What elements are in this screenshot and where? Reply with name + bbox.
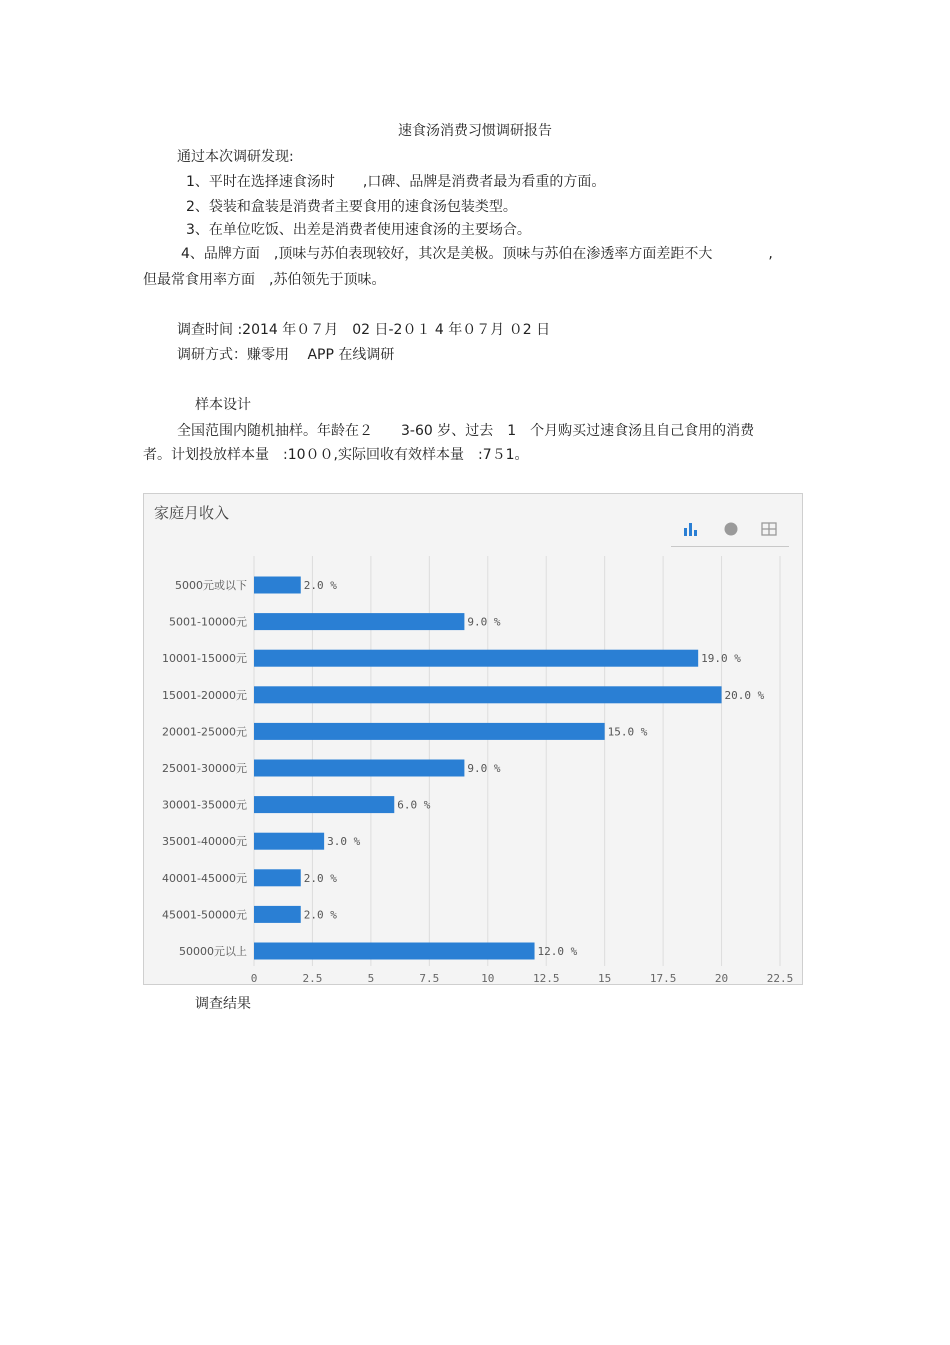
x-tick-label: 15 [598,972,612,984]
x-tick-label: 2.5 [302,972,323,984]
x-tick-label: 12.5 [532,972,560,984]
x-tick-label: 17.5 [649,972,677,984]
value-label: 2.0 % [303,579,337,592]
intro-text: 通过本次调研发现: [177,149,294,165]
x-tick-label: 0 [250,972,258,984]
x-tick-label: 10 [481,972,495,984]
income-chart [143,493,803,985]
finding-1: 1、平时在选择速食汤时 ,口碑、品牌是消费者最为看重的方面。 [186,174,606,190]
category-label: 5000元或以下 [175,579,247,592]
bar [254,723,605,740]
category-label: 30001-35000元 [162,798,247,812]
finding-3: 3、在单位吃饭、出差是消费者使用速食汤的主要场合。 [186,222,531,238]
sample-line-1: 全国范围内随机抽样。年龄在２ 3-60 岁、过去 1 个月购买过速食汤且自己食用的消费 [177,423,755,439]
value-label: 12.0 % [537,945,578,958]
value-label: 20.0 % [724,688,765,702]
finding-4-line1: 4、品牌方面 ,顶味与苏伯表现较好，其次是美极。顶味与苏伯在渗透率方面差距不大 , [181,246,773,262]
survey-time: 调查时间 :2014 年０７月 02 日-2０１ 4 年０７月 ０2 日 [177,322,551,338]
category-label: 10001-15000元 [162,652,247,666]
bar [254,760,464,777]
value-label: 2.0 % [303,908,337,922]
sample-line-2: 者。计划投放样本量 :10００,实际回收有效样本量 :7５1。 [143,447,529,463]
value-label: 3.0 % [327,835,361,849]
bar [254,686,722,703]
value-label: 9.0 % [467,615,501,629]
bar [254,650,698,667]
category-label: 45001-50000元 [162,908,247,922]
bar [254,796,394,813]
bar [254,906,301,923]
value-label: 15.0 % [607,725,648,739]
category-label: 5001-10000元 [169,615,247,629]
finding-4-line2: 但最常食用率方面 ,苏伯领先于顶味。 [143,272,386,288]
category-label: 20001-25000元 [162,725,247,739]
x-tick-label: 20 [714,972,729,984]
report-title: 速食汤消费习惯调研报告 [398,123,552,139]
result-heading: 调查结果 [195,996,251,1012]
category-label: 15001-20000元 [162,688,247,702]
sample-heading: 样本设计 [195,397,251,413]
value-label: 2.0 % [303,871,337,885]
bar [254,833,324,850]
category-label: 50000元以上 [179,945,247,958]
bar-plot [144,494,802,984]
x-tick-label: 5 [367,972,375,984]
value-label: 19.0 % [701,652,741,666]
category-label: 40001-45000元 [162,871,247,885]
x-tick-label: 22.5 [766,972,794,984]
bar [254,613,464,630]
survey-method: 调研方式：赚零用 APP 在线调研 [177,347,395,363]
bar [254,577,301,594]
x-tick-label: 7.5 [419,972,440,984]
category-label: 25001-30000元 [162,762,247,775]
chart-title: 家庭月收入 [154,504,230,522]
finding-2: 2、袋装和盒装是消费者主要食用的速食汤包装类型。 [186,199,517,215]
bar [254,943,535,960]
category-label: 35001-40000元 [162,835,247,849]
value-label: 6.0 % [397,798,431,812]
value-label: 9.0 % [467,762,501,775]
bar [254,869,301,886]
